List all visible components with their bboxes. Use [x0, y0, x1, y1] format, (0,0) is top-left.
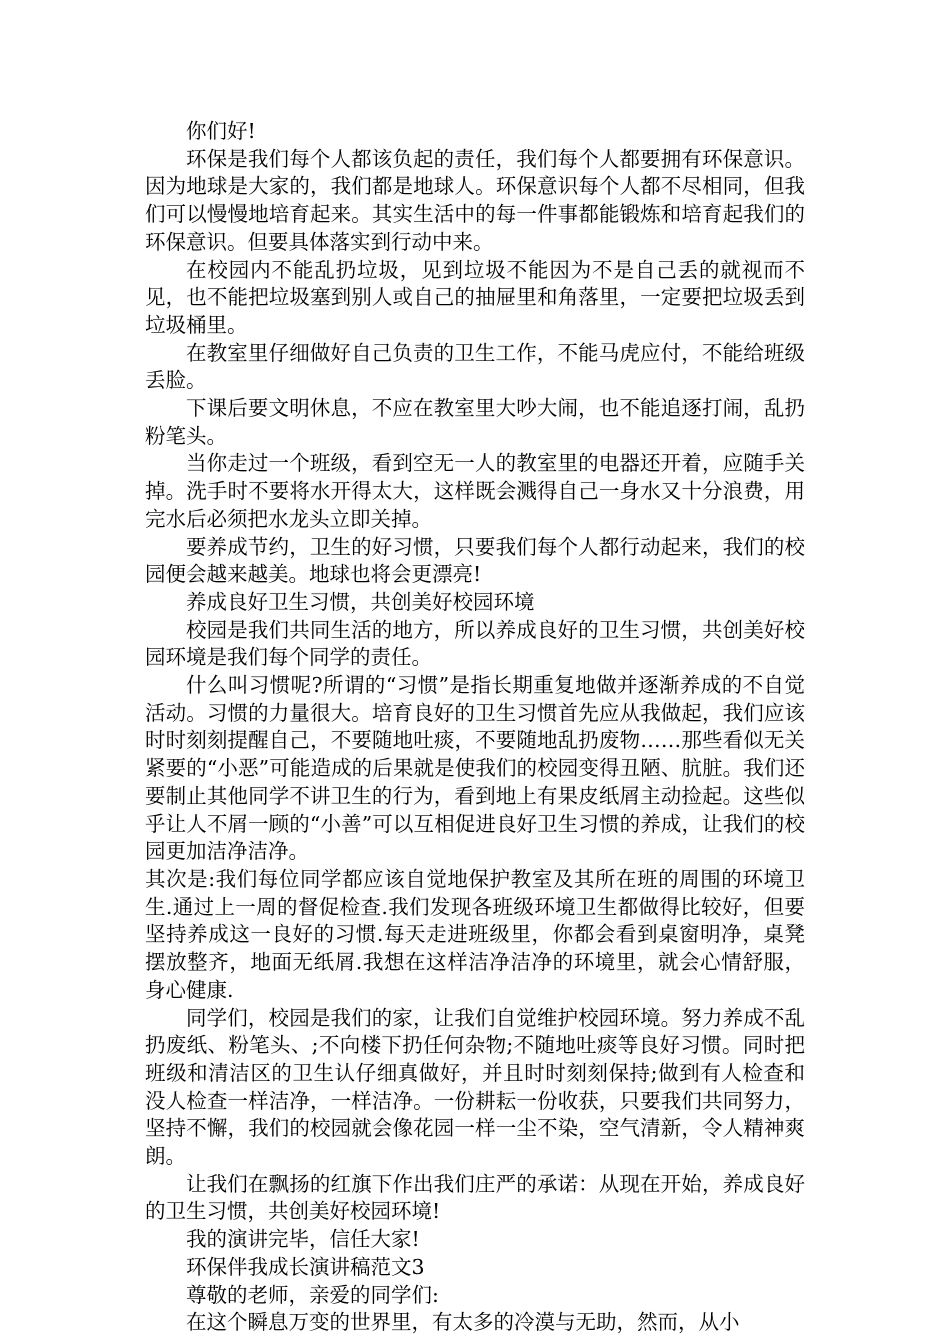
paragraph-habits: 要养成节约，卫生的好习惯，只要我们每个人都行动起来，我们的校园便会越来越美。地球也将会更漂亮!: [145, 534, 805, 587]
paragraph-campus: 校园是我们共同生活的地方，所以养成良好的卫生习惯，共创美好校园环境是我们每个同学的责任。: [145, 617, 805, 670]
paragraph-closing: 我的演讲完毕，信任大家!: [186, 1227, 420, 1252]
salutation: 尊敬的老师，亲爱的同学们:: [186, 1282, 439, 1307]
section-heading: 养成良好卫生习惯，共创美好校园环境: [186, 589, 535, 614]
paragraph-secondly: 其次是:我们每位同学都应该自觉地保护教室及其所在班的周围的环境卫生.通过上一周的督促检查.我们发现各班级环境卫生都做得比较好，但要坚持养成这一良好的习惯.每天走进班级里，你都会看到桌窗明净，桌凳摆放整齐，地面无纸屑.我想在这样洁净洁净的环境里，就会心情舒服，身心健康.: [145, 866, 805, 1002]
document-body: [145, 118, 805, 1337]
paragraph-recess: 下课后要文明休息，不应在教室里大吵大闹，也不能追逐打闹，乱扔粉笔头。: [145, 396, 805, 448]
paragraph-electricity-water: 当你走过一个班级，看到空无一人的教室里的电器还开着，应随手关掉。洗手时不要将水开得太大，这样既会溅得自己一身水又十分浪费，用完水后必须把水龙头立即关掉。: [145, 451, 805, 531]
paragraph-classmates: 同学们，校园是我们的家，让我们自觉维护校园环境。努力养成不乱扔废纸、粉笔头、;不向楼下扔任何杂物;不随地吐痰等良好习惯。同时把班级和清洁区的卫生认仔细真做好，并且时时刻刻保持;做到有人检查和没人检查一样洁净，一样洁净。一份耕耘一份收获，只要我们共同努力，坚持不懈，我们的校园就会像花园一样一尘不染，空气清新，令人精神爽朗。: [145, 1005, 805, 1169]
paragraph-pledge: 让我们在飘扬的红旗下作出我们庄严的承诺：从现在开始，养成良好的卫生习惯，共创美好校园环境!: [145, 1171, 805, 1224]
paragraph-opening: 在这个瞬息万变的世界里，有太多的冷漠与无助，然而，从小: [186, 1310, 740, 1335]
speech-title: 环保伴我成长演讲稿范文3: [186, 1254, 425, 1279]
paragraph-environment-responsibility: 环保是我们每个人都该负起的责任，我们每个人都要拥有环保意识。因为地球是大家的，我们都是地球人。环保意识每个人都不尽相同，但我们可以慢慢地培育起来。其实生活中的每一件事都能锻炼和培育起我们的环保意识。但要具体落实到行动中来。: [145, 146, 805, 254]
greeting-paragraph: 你们好!: [186, 119, 256, 143]
paragraph-litter: 在校园内不能乱扔垃圾，见到垃圾不能因为不是自己丢的就视而不见，也不能把垃圾塞到别人或自己的抽屉里和角落里，一定要把垃圾丢到垃圾桶里。: [145, 257, 805, 337]
paragraph-classroom-duty: 在教室里仔细做好自己负责的卫生工作，不能马虎应付，不能给班级丢脸。: [145, 340, 805, 393]
paragraph-what-is-habit: 什么叫习惯呢?所谓的“习惯”是指长期重复地做并逐渐养成的不自觉活动。习惯的力量很大。培育良好的卫生习惯首先应从我做起，我们应该时时刻刻提醒自己，不要随地吐痰，不要随地乱扔废物……那些看似无关紧要的“小恶”可能造成的后果就是使我们的校园变得丑陋、肮脏。我们还要制止其他同学不讲卫生的行为，看到地上有果皮纸屑主动捡起。这些似乎让人不屑一顾的“小善”可以互相促进良好卫生习惯的养成，让我们的校园更加洁净洁净。: [145, 673, 805, 864]
